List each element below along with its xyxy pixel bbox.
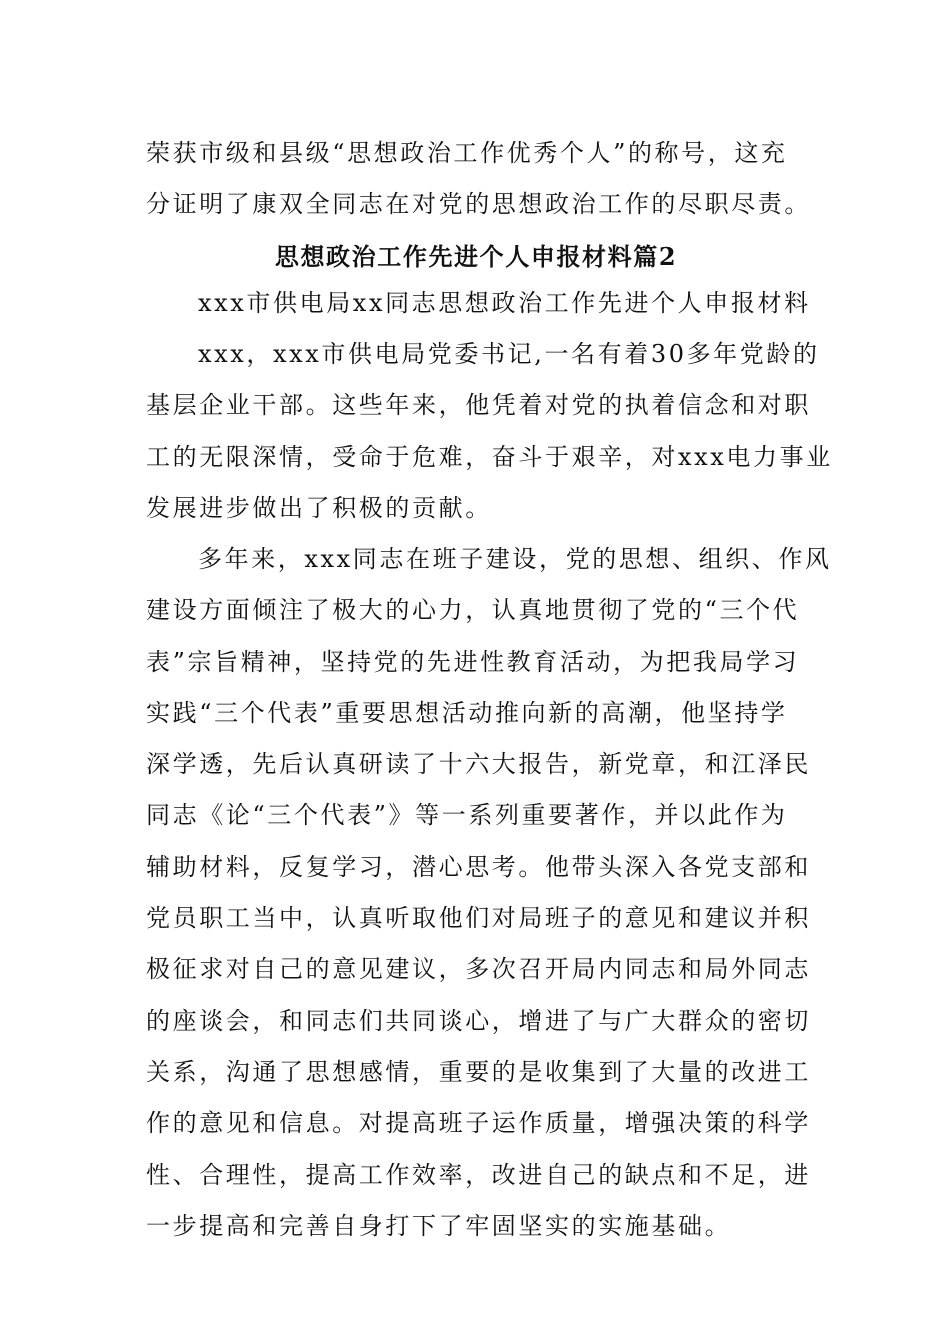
text-line: 工的无限深情，受命于危难，奋斗于艰辛，对xxx电力事业 [146, 442, 833, 471]
text-line: 关系，沟通了思想感情，重要的是收集到了大量的改进工 [146, 1057, 811, 1086]
paragraph-1 [146, 329, 833, 534]
text-line: 深学透，先后认真研读了十六大报告，新党章，和江泽民 [146, 750, 811, 779]
paragraph-2 [146, 534, 832, 1252]
text-line: 表”宗旨精神，坚持党的先进性教育活动，为把我局学习 [146, 647, 800, 676]
text-line: 基层企业干部。这些年来，他凭着对党的执着信念和对职 [146, 391, 811, 420]
text-line: 党员职工当中，认真听取他们对局班子的意见和建议并积 [146, 904, 811, 933]
text-line: 作的意见和信息。对提高班子运作质量，增强决策的科学 [146, 1109, 811, 1138]
subtitle: xxx市供电局xx同志思想政治工作先进个人申报材料 [198, 289, 811, 317]
text-line: xxx，xxx市供电局党委书记,一名有着30多年党龄的 [198, 340, 820, 368]
text-line: 辅助材料，反复学习，潜心思考。他带头深入各党支部和 [146, 852, 811, 881]
text-line: 一步提高和完善自身打下了牢固坚实的实施基础。 [146, 1211, 732, 1240]
text-line: 建设方面倾注了极大的心力，认真地贯彻了党的“三个代 [146, 596, 800, 625]
text-line: 发展进步做出了积极的贡献。 [146, 493, 492, 522]
text-line: 荣获市级和县级“思想政治工作优秀个人”的称号，这充 [146, 139, 788, 167]
text-line: 分证明了康双全同志在对党的思想政治工作的尽职尽责。 [146, 190, 811, 219]
text-line: 多年来，xxx同志在班子建设，党的思想、组织、作风 [198, 545, 832, 573]
text-line: 实践“三个代表”重要思想活动推向新的高潮，他坚持学 [146, 698, 788, 727]
section-title: 思想政治工作先进个人申报材料篇2 [274, 242, 678, 271]
text-line: 同志《论“三个代表”》等一系列重要著作，并以此作为 [146, 801, 788, 830]
text-line: 性、合理性，提高工作效率，改进自己的缺点和不足，进 [146, 1160, 811, 1189]
text-line: 极征求对自己的意见建议，多次召开局内同志和局外同志 [146, 955, 811, 984]
text-line: 的座谈会，和同志们共同谈心，增进了与广大群众的密切 [146, 1006, 811, 1035]
intro-paragraph [146, 128, 811, 231]
subtitle-block [146, 278, 811, 329]
